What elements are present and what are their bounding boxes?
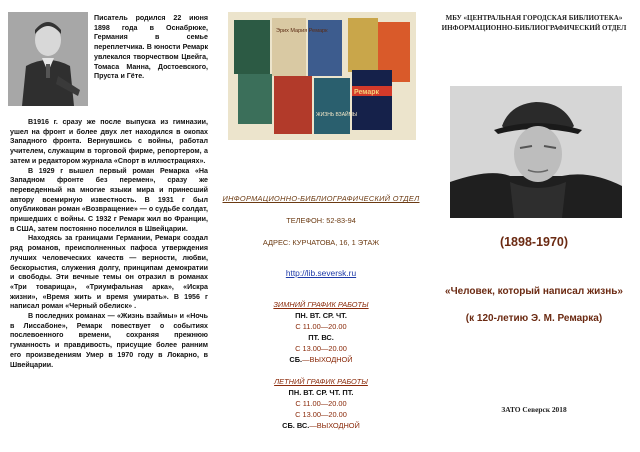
summer-days-weekday: ПН. ВТ. СР. ЧТ. ПТ.: [288, 388, 354, 397]
winter-schedule-title: ЗИМНИЙ ГРАФИК РАБОТЫ: [273, 300, 369, 309]
bio-paragraph: В 1929 г вышел первый роман Ремарка «На Западном фронте без перемен», сразу же переведенный на многие языки мира и принесший автору всемирную известность. В 1931 г был опубликован роман «Возвращение» — о судьбе солдат, пришедших с войны. С 1932 г Ремарк жил во Франции, в США, затем постоянно поселился в Швейцарии.: [10, 166, 208, 233]
summer-day-off-day: СБ. ВС.: [282, 421, 310, 430]
right-panel: [428, 0, 640, 452]
website-link[interactable]: http://lib.seversk.ru: [285, 268, 357, 278]
phone: ТЕЛЕФОН: 52-83-94: [286, 216, 356, 225]
winter-days-end: ПТ. ВС.: [308, 333, 334, 342]
summer-day-off-text: —ВЫХОДНОЙ: [309, 421, 360, 430]
dept-heading: ИНФОРМАЦИОННО-БИБЛИОГРАФИЧЕСКИЙ ОТДЕЛ: [222, 194, 420, 203]
book-covers-image: [228, 12, 416, 140]
bio-paragraph: В последних романах — «Жизнь взаймы» и «Ночь в Лиссабоне», Ремарк повествует о событиях послевоенного времени, сохраняя прежнюю гуманность и правдивость, присущие более ранним его произведениям Умер в 1970 году в Локарно, в Швейцарии.: [10, 312, 208, 369]
bio-paragraph: Находясь за границами Германии, Ремарк создал ряд романов, преисполненных пафоса утверждения лучших человеческих качеств — верности, любви, бескорыстия, служения долгу, принципам демократии и свободы. Эти вечные темы он отразил в романах «Три товарища», «Триумфальная арка», «Искра жизни», «Время жить и время умирать». В 1956 г написал роман «Черный обелиск» .: [10, 234, 208, 311]
winter-hours-end: С 13.00—20.00: [295, 344, 347, 353]
lifespan-years: (1898-1970): [499, 235, 569, 249]
summer-schedule-title: ЛЕТНИЙ ГРАФИК РАБОТЫ: [274, 377, 368, 386]
brochure-title: «Человек, который написал жизнь»: [445, 286, 623, 297]
footer-place-year: ЗАТО Северск 2018: [501, 405, 567, 414]
intro-text: Писатель родился 22 июня 1898 года в Оснабрюке, Германия в семье переплетчика. В юности Ремарк увлекался творчеством Цвейга, Томаса Манна, Достоевского, Пруста и Гёте.: [94, 14, 208, 81]
author-portrait-image: [8, 12, 88, 106]
winter-day-off-day: СБ.: [289, 355, 303, 364]
summer-day-off: [214, 421, 428, 430]
book-title: ЖИЗНЬ ВЗАЙМЫ: [316, 112, 358, 118]
summer-hours-end: С 13.00—20.00: [295, 410, 347, 419]
summer-hours-weekday: С 11.00—20.00: [295, 399, 347, 408]
winter-hours-weekday: С 11.00—20.00: [295, 322, 347, 331]
winter-day-off-text: —ВЫХОДНОЙ: [302, 355, 353, 364]
address: АДРЕС: КУРЧАТОВА, 16, 1 ЭТАЖ: [262, 238, 380, 247]
bio-paragraph: В1916 г. сразу же после выпуска из гимназии, ушел на фронт и более двух лет находился в окопах Западного фронта. Вернувшись с войны, работал учителем, служащим в торговой фирме, репортером, а затем и редактором журнала «Спорт в иллюстрациях».: [10, 118, 208, 165]
org-line-1: МБУ «ЦЕНТРАЛЬНАЯ ГОРОДСКАЯ БИБЛИОТЕКА»: [445, 14, 623, 22]
left-panel: [0, 0, 214, 452]
org-line-2: ИНФОРМАЦИОННО-БИБЛИОГРАФИЧЕСКИЙ ОТДЕЛ: [441, 23, 627, 32]
middle-panel: [214, 0, 428, 452]
winter-day-off: [214, 355, 428, 364]
brochure-subtitle: (к 120-летию Э. М. Ремарка): [465, 313, 603, 324]
book-title: Эрих Мария Ремарк: [276, 28, 328, 34]
winter-days-weekday: ПН. ВТ. СР. ЧТ.: [295, 311, 347, 320]
author-photo-image: [450, 86, 622, 218]
organization-header: [428, 14, 640, 33]
book-title: Ремарк: [354, 89, 380, 96]
